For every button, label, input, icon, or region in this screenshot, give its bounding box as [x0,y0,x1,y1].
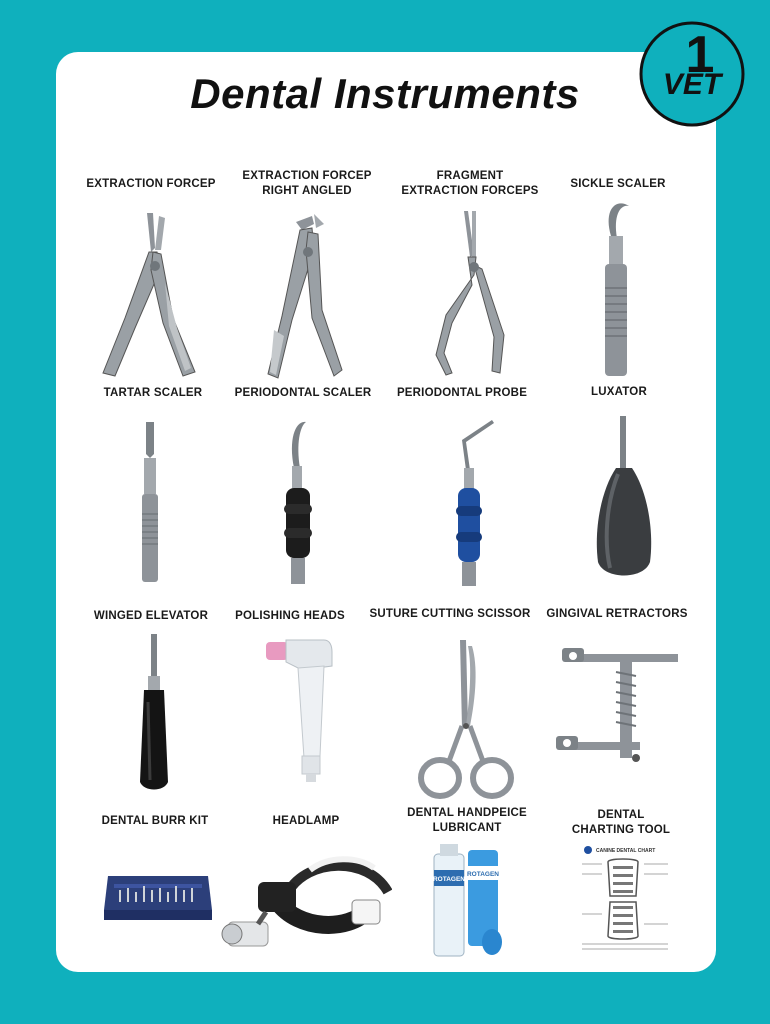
extraction-forcep-image [95,208,205,380]
label-sickle-scaler: SICKLE SCALER [570,178,666,190]
tartar-scaler-image [132,418,168,584]
svg-text:VET: VET [662,68,722,101]
label-gingival-retractors: GINGIVAL RETRACTORS [546,608,688,620]
svg-text:CANINE DENTAL CHART: CANINE DENTAL CHART [596,848,656,854]
svg-text:ROTAGEN: ROTAGEN [432,876,466,883]
svg-text:1: 1 [685,26,715,84]
label-dental-burr-kit: DENTAL BURR KIT [101,815,209,827]
label-luxator: LUXATOR [591,386,647,398]
gingival-retractors-image [554,642,682,766]
winged-elevator-image [134,632,174,792]
polishing-heads-image [262,636,334,784]
periodontal-probe-image [448,410,500,586]
label-suture-cutting-scissor: SUTURE CUTTING SCISSOR [369,608,531,620]
label-dental-charting-tool: DENTAL CHARTING TOOL [571,809,671,836]
svg-text:ROTAGEN: ROTAGEN [466,871,500,878]
headlamp-image [218,852,392,950]
extraction-forcep-right-angled-image [262,210,358,382]
label-extraction-forcep-right-angled: EXTRACTION FORCEP RIGHT ANGLED [242,170,372,197]
fragment-extraction-forceps-image [428,205,516,377]
label-periodontal-scaler: PERIODONTAL SCALER [234,387,372,399]
label-winged-elevator: WINGED ELEVATOR [93,610,209,622]
label-fragment-extraction-forceps: FRAGMENT EXTRACTION FORCEPS [401,170,539,197]
periodontal-scaler-image [278,416,318,586]
dental-burr-kit-image [100,862,216,924]
label-dental-handpiece-lubricant: DENTAL HANDPEICE LUBRICANT [407,807,527,834]
label-periodontal-probe: PERIODONTAL PROBE [396,387,528,399]
page-title: Dental Instruments [190,70,580,117]
dental-handpiece-lubricant-image [428,842,508,958]
dental-charting-tool-image [578,844,674,954]
vet-logo [636,20,748,128]
sickle-scaler-image [595,198,645,378]
label-extraction-forcep: EXTRACTION FORCEP [86,178,216,190]
luxator-image [592,412,656,580]
label-tartar-scaler: TARTAR SCALER [103,387,203,399]
label-polishing-heads: POLISHING HEADS [235,610,345,622]
suture-cutting-scissor-image [416,636,516,802]
label-headlamp: HEADLAMP [272,815,340,827]
